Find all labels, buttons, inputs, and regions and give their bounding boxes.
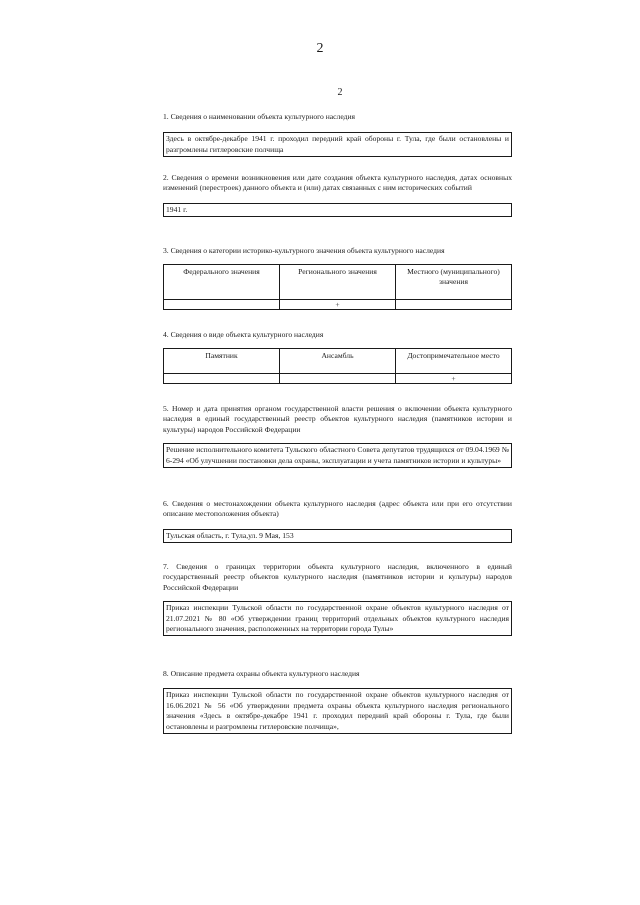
section-5-value: Решение исполнительного комитета Тульского областного Совета депутатов трудящихся от 09.04.1969 № 6-294 «Об улучшении постановки дела охраны, эксплуатации и учета памятников истории и культуры» <box>166 445 509 465</box>
page-number-secondary: 2 <box>337 87 343 98</box>
section-3 <box>163 246 512 310</box>
section-2 <box>163 173 512 217</box>
type-mark-monument <box>164 374 280 384</box>
category-mark-local <box>396 300 512 310</box>
category-mark-federal <box>164 300 280 310</box>
type-header-ensemble: Ансамбль <box>280 349 396 374</box>
section-6-value-box <box>163 529 512 543</box>
section-7 <box>163 562 512 636</box>
section-1-value-box <box>163 132 512 157</box>
section-6 <box>163 499 512 543</box>
type-mark-ensemble <box>280 374 396 384</box>
section-5 <box>163 404 512 468</box>
category-mark-regional: + <box>280 300 396 310</box>
section-8-value: Приказ инспекции Тульской области по государственной охране объектов культурного наследия от 16.06.2021 № 56 «Об утверждении предмета охраны объекта культурного наследия регионального значения «Здесь в октябре-декабре 1941 г. проходил передний край обороны г. Тула, где были остановлены и разгромлены гитлеровские полчища», <box>166 690 509 731</box>
section-3-heading: 3. Сведения о категории историко-культурного значения объекта культурного наследия <box>163 246 445 255</box>
category-header-local: Местного (муниципального) значения <box>396 265 512 300</box>
page-number: 2 <box>316 41 324 56</box>
category-header-regional: Регионального значения <box>280 265 396 300</box>
type-header-monument: Памятник <box>164 349 280 374</box>
section-2-heading: 2. Сведения о времени возникновения или дате создания объекта культурного наследия, датах основных изменений (перестроек) данного объекта и (или) датах связанных с ним исторических событий <box>163 173 512 193</box>
type-mark-landmark: + <box>396 374 512 384</box>
section-5-value-box <box>163 443 512 468</box>
section-7-value-box <box>163 601 512 636</box>
section-2-value-box <box>163 203 512 217</box>
section-7-value: Приказ инспекции Тульской области по государственной охране объектов культурного наследия от 21.07.2021 № 80 «Об утверждении границ территорий отдельных объектов культурного наследия регионального значения, расположенных на территории города Тулы» <box>166 603 509 634</box>
section-1-value: Здесь в октябре-декабре 1941 г. проходил передний край обороны г. Тула, где были остановлены и разгромлены гитлеровские полчища <box>166 134 509 154</box>
section-6-value: Тульская область, г. Тула,ул. 9 Мая, 153 <box>166 530 294 540</box>
section-8-heading: 8. Описание предмета охраны объекта культурного наследия <box>163 669 360 678</box>
type-header-landmark: Достопримечательное место <box>396 349 512 374</box>
section-8-value-box <box>163 688 512 734</box>
type-table <box>163 348 512 384</box>
section-4 <box>163 330 512 384</box>
section-5-heading: 5. Номер и дата принятия органом государственной власти решения о включении объекта культурного наследия в единый государственный реестр объектов культурного наследия (памятников истории и культуры) народов Российской Федерации <box>163 404 512 434</box>
category-table <box>163 264 512 310</box>
section-2-value: 1941 г. <box>166 204 188 214</box>
section-1 <box>163 112 512 157</box>
section-7-heading: 7. Сведения о границах территории объекта культурного наследия, включенного в единый государственный реестр объектов культурного наследия (памятников истории и культуры) народов Российской Федерации <box>163 562 512 592</box>
section-1-heading: 1. Сведения о наименовании объекта культурного наследия <box>163 112 356 121</box>
section-4-heading: 4. Сведения о виде объекта культурного наследия <box>163 330 324 339</box>
category-header-federal: Федерального значения <box>164 265 280 300</box>
section-8 <box>163 669 512 734</box>
section-6-heading: 6. Сведения о местонахождении объекта культурного наследия (адрес объекта или при его отсутствии описание местоположения объекта) <box>163 499 512 519</box>
